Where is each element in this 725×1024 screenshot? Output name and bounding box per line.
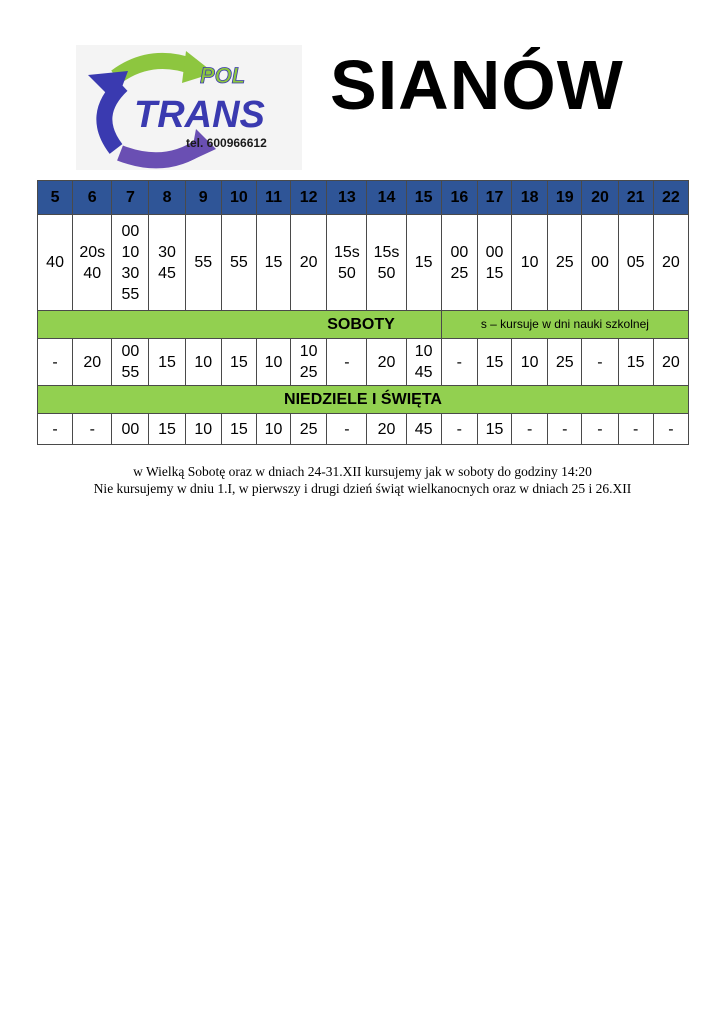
hour-cell: 16 xyxy=(441,181,477,215)
departure-minute: 15 xyxy=(485,353,504,371)
logo-phone-text: tel. 600966612 xyxy=(186,136,267,150)
saturday-cell xyxy=(327,339,367,386)
departure-minute: 20 xyxy=(83,353,102,371)
departure-minute: 20 xyxy=(377,420,396,438)
sunday-cell xyxy=(221,414,256,445)
departure-minute: 55 xyxy=(121,285,140,303)
note-line-2: Nie kursujemy w dniu 1.I, w pierwszy i drugi dzień świąt wielkanocnych oraz w dniach 25 i 26.XII xyxy=(93,481,632,496)
poltrans-logo xyxy=(76,45,302,170)
saturday-cell xyxy=(149,339,185,386)
departure-minute: - xyxy=(344,353,350,371)
hour-cell: 11 xyxy=(256,181,290,215)
departure-minute: 20 xyxy=(299,254,318,271)
departure-minute: - xyxy=(632,420,639,438)
departure-minute: 00 xyxy=(121,343,140,360)
hour-cell: 9 xyxy=(185,181,221,215)
saturday-cell xyxy=(441,339,477,386)
hour-cell: 22 xyxy=(653,181,688,215)
departure-minute: 15s xyxy=(333,243,360,261)
weekday-cell xyxy=(653,215,688,311)
departure-minute: - xyxy=(456,420,462,438)
departure-minute: 15s xyxy=(373,243,400,261)
departure-minute: - xyxy=(597,420,603,438)
hour-cell: 18 xyxy=(512,181,548,215)
departure-minute: 10 xyxy=(520,254,539,271)
sunday-cell xyxy=(185,414,221,445)
sunday-cell xyxy=(112,414,149,445)
departure-minute: 00 xyxy=(121,222,140,240)
weekday-cell xyxy=(367,215,406,311)
departure-minute: 10 xyxy=(414,343,433,360)
departure-minute: 10 xyxy=(194,353,213,371)
saturday-label: SOBOTY xyxy=(38,311,442,339)
hour-cell: 15 xyxy=(406,181,441,215)
hour-cell: 8 xyxy=(149,181,185,215)
hour-cell: 13 xyxy=(327,181,367,215)
hour-cell: 21 xyxy=(618,181,653,215)
departure-minute: 15 xyxy=(229,353,248,371)
weekday-cell xyxy=(441,215,477,311)
sunday-cell xyxy=(653,414,688,445)
logo-trans-text: TRANS xyxy=(134,94,265,136)
logo-pol-text: POL xyxy=(200,63,246,88)
departure-minute: 25 xyxy=(450,264,469,282)
departure-minute: 00 xyxy=(591,254,609,271)
weekday-cell xyxy=(477,215,511,311)
departure-minute: - xyxy=(668,420,674,438)
note-line-1: w Wielką Sobotę oraz w dniach 24-31.XII kursujemy jak w soboty do godziny 14:20 xyxy=(133,464,592,479)
departure-minute: 15 xyxy=(626,353,645,371)
departure-minute: 15 xyxy=(229,420,248,438)
departure-minute: 00 xyxy=(450,243,469,261)
sunday-cell xyxy=(477,414,511,445)
weekday-cell xyxy=(112,215,149,311)
departure-minute: - xyxy=(89,420,95,438)
weekday-cell xyxy=(582,215,618,311)
departure-minute: 15 xyxy=(264,254,283,271)
saturday-cell xyxy=(221,339,256,386)
departure-minute: 15 xyxy=(485,264,504,282)
saturday-cell xyxy=(185,339,221,386)
saturday-cell xyxy=(512,339,548,386)
notes xyxy=(0,463,725,497)
weekday-cell xyxy=(73,215,112,311)
saturday-cell xyxy=(406,339,441,386)
departure-minute: 15 xyxy=(158,420,176,438)
departure-minute: 15 xyxy=(414,254,433,271)
sunday-label: NIEDZIELE I ŚWIĘTA xyxy=(38,386,689,414)
departure-minute: - xyxy=(597,353,603,371)
sunday-cell xyxy=(256,414,290,445)
departure-minute: - xyxy=(526,420,533,438)
hour-cell: 17 xyxy=(477,181,511,215)
departure-minute: 20s xyxy=(79,243,106,261)
sunday-cell xyxy=(327,414,367,445)
sunday-cell xyxy=(441,414,477,445)
saturday-cell xyxy=(112,339,149,386)
saturday-cell xyxy=(477,339,511,386)
departure-minute: - xyxy=(52,353,58,371)
departure-minute: 20 xyxy=(661,353,680,371)
sunday-cell xyxy=(548,414,582,445)
saturday-row xyxy=(38,339,689,386)
saturday-cell xyxy=(548,339,582,386)
departure-minute: 55 xyxy=(121,364,140,381)
sunday-cell xyxy=(512,414,548,445)
weekday-row xyxy=(38,215,689,311)
departure-minute: 10 xyxy=(264,353,283,371)
departure-minute: 10 xyxy=(194,420,213,438)
departure-minute: 25 xyxy=(555,353,574,371)
hour-cell: 6 xyxy=(73,181,112,215)
departure-minute: 10 xyxy=(121,243,140,261)
weekday-cell xyxy=(256,215,290,311)
departure-minute: 15 xyxy=(158,353,176,371)
departure-minute: 50 xyxy=(377,264,396,282)
weekday-cell xyxy=(327,215,367,311)
saturday-cell xyxy=(618,339,653,386)
departure-minute: 10 xyxy=(264,420,283,438)
weekday-cell xyxy=(221,215,256,311)
departure-minute: 55 xyxy=(229,254,248,271)
hour-cell: 20 xyxy=(582,181,618,215)
departure-minute: 25 xyxy=(555,254,574,271)
saturday-cell xyxy=(582,339,618,386)
saturday-header-row xyxy=(38,311,689,339)
hour-cell: 7 xyxy=(112,181,149,215)
departure-minute: 40 xyxy=(83,264,102,282)
weekday-cell xyxy=(406,215,441,311)
weekday-cell xyxy=(38,215,73,311)
sunday-cell xyxy=(73,414,112,445)
sunday-cell xyxy=(149,414,185,445)
departure-minute: - xyxy=(52,420,58,438)
departure-minute: - xyxy=(344,420,350,438)
departure-minute: 30 xyxy=(121,264,140,282)
saturday-cell xyxy=(73,339,112,386)
departure-minute: 45 xyxy=(414,364,433,381)
departure-minute: - xyxy=(562,420,568,438)
sunday-cell xyxy=(367,414,406,445)
departure-minute: 15 xyxy=(485,420,504,438)
weekday-cell xyxy=(548,215,582,311)
departure-minute: 45 xyxy=(414,420,433,438)
hours-row xyxy=(38,181,689,215)
hour-cell: 19 xyxy=(548,181,582,215)
departure-minute: 05 xyxy=(626,254,645,271)
timetable xyxy=(37,180,689,445)
saturday-cell xyxy=(367,339,406,386)
departure-minute: 10 xyxy=(299,343,318,360)
saturday-cell xyxy=(291,339,327,386)
departure-minute: 30 xyxy=(158,243,176,261)
school-note: s – kursuje w dni nauki szkolnej xyxy=(441,311,688,339)
sunday-cell xyxy=(618,414,653,445)
departure-minute: 25 xyxy=(299,364,318,381)
departure-minute: 50 xyxy=(337,264,356,282)
sunday-cell xyxy=(291,414,327,445)
saturday-cell xyxy=(256,339,290,386)
departure-minute: 00 xyxy=(121,420,140,438)
sunday-header-row xyxy=(38,386,689,414)
departure-minute: 55 xyxy=(194,254,213,271)
sunday-cell xyxy=(406,414,441,445)
departure-minute: 45 xyxy=(158,264,176,282)
sunday-cell xyxy=(582,414,618,445)
departure-minute: - xyxy=(456,353,462,371)
departure-minute: 20 xyxy=(661,254,680,271)
departure-minute: 20 xyxy=(377,353,396,371)
hour-cell: 14 xyxy=(367,181,406,215)
departure-minute: 25 xyxy=(299,420,318,438)
weekday-cell xyxy=(512,215,548,311)
hour-cell: 12 xyxy=(291,181,327,215)
departure-minute: 00 xyxy=(485,243,504,261)
page-title: SIANÓW xyxy=(330,46,624,124)
sunday-row xyxy=(38,414,689,445)
recycle-arrows-icon xyxy=(76,45,302,170)
hour-cell: 10 xyxy=(221,181,256,215)
saturday-cell xyxy=(653,339,688,386)
weekday-cell xyxy=(291,215,327,311)
hour-cell: 5 xyxy=(38,181,73,215)
departure-minute: 40 xyxy=(46,254,64,271)
weekday-cell xyxy=(185,215,221,311)
sunday-cell xyxy=(38,414,73,445)
saturday-cell xyxy=(38,339,73,386)
weekday-cell xyxy=(618,215,653,311)
departure-minute: 10 xyxy=(520,353,539,371)
weekday-cell xyxy=(149,215,185,311)
